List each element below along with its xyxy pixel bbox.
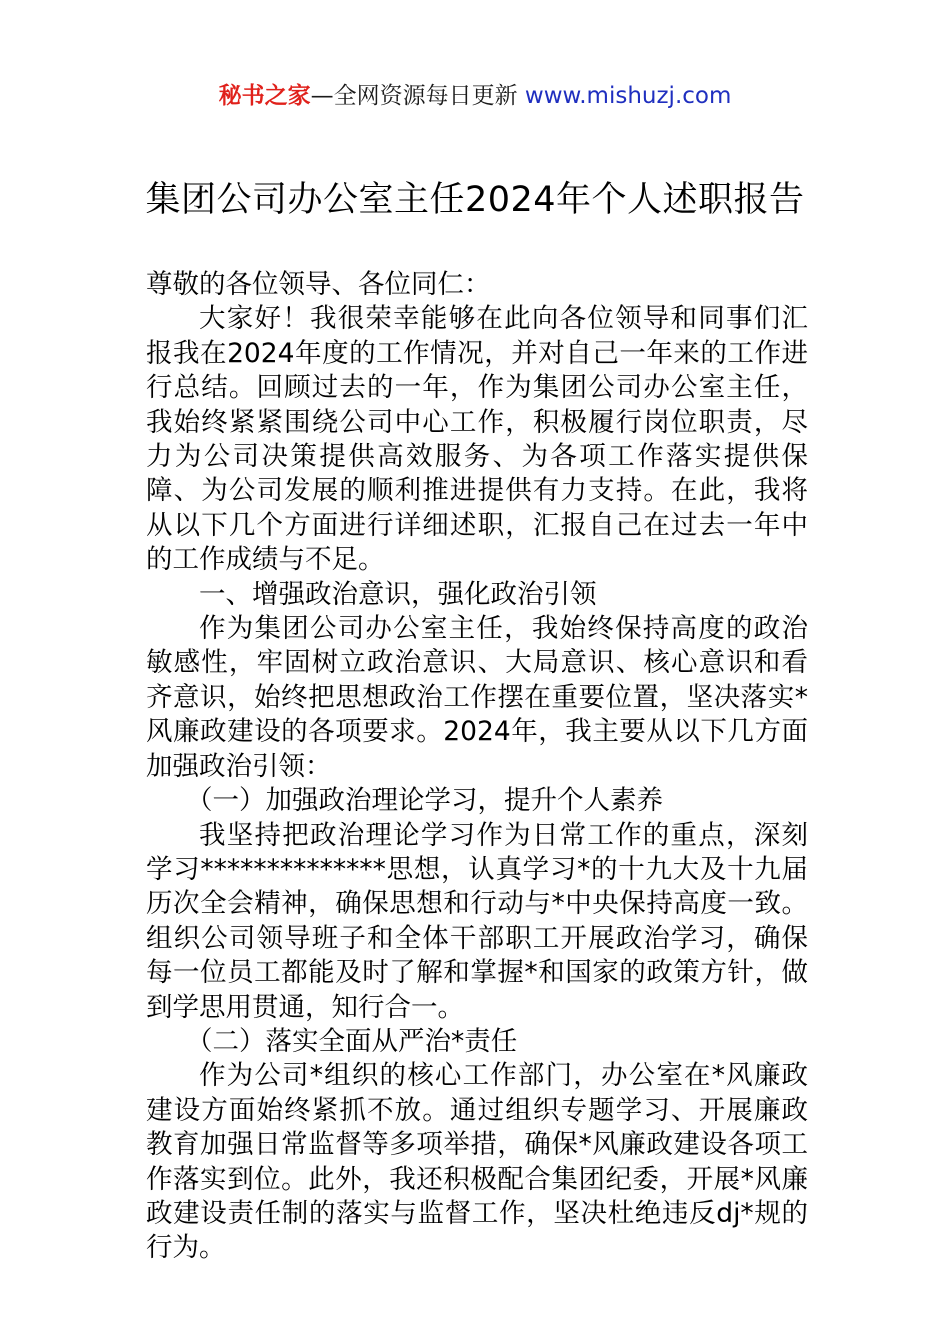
site-url-link[interactable]: www.mishuzj.com (524, 83, 732, 109)
paragraph-2: 我坚持把政治理论学习作为日常工作的重点，深刻学习**************思想，认真学习*的十九大及十九届历次全会精神，确保思想和行动与*中央保持高度一致。组织公司领导班子和全体干部职工开展政治学习，确保每一位员工都能及时了解和掌握*和国家的政策方针，做到学思用贯通，知行合一。 (146, 819, 808, 1023)
subsection-heading-2: （二）落实全面从严治*责任 (186, 1025, 518, 1057)
document-title: 集团公司办公室主任2024年个人述职报告 (145, 180, 805, 220)
paragraph-1: 作为集团公司办公室主任，我始终保持高度的政治敏感性，牢固树立政治意识、大局意识、核心意识和看齐意识，始终把思想政治工作摆在重要位置，坚决落实*风廉政建设的各项要求。2024年，我主要从以下几方面加强政治引领： (146, 613, 808, 782)
document-body (146, 268, 808, 1266)
paragraph-3: 作为公司*组织的核心工作部门，办公室在*风廉政建设方面始终紧抓不放。通过组织专题学习、开展廉政教育加强日常监督等多项举措，确保*风廉政建设各项工作落实到位。此外，我还积极配合集团纪委，开展*风廉政建设责任制的落实与监督工作，坚决杜绝违反dj*规的行为。 (146, 1060, 808, 1264)
section-heading-1: 一、增强政治意识，强化政治引领 (199, 578, 597, 610)
subsection-heading-1: （一）加强政治理论学习，提升个人素养 (186, 785, 663, 817)
paragraph-intro: 大家好！我很荣幸能够在此向各位领导和同事们汇报我在2024年度的工作情况，并对自己一年来的工作进行总结。回顾过去的一年，作为集团公司办公室主任，我始终紧紧围绕公司中心工作，积极履行岗位职责，尽力为公司决策提供高效服务、为各项工作落实提供保障、为公司发展的顺利推进提供有力支持。在此，我将从以下几个方面进行详细述职，汇报自己在过去一年中的工作成绩与不足。 (146, 303, 808, 576)
site-header (0, 80, 950, 112)
site-brand: 秘书之家 (218, 83, 311, 109)
salutation: 尊敬的各位领导、各位同仁： (146, 269, 491, 300)
site-tagline: —全网资源每日更新 (310, 83, 525, 109)
